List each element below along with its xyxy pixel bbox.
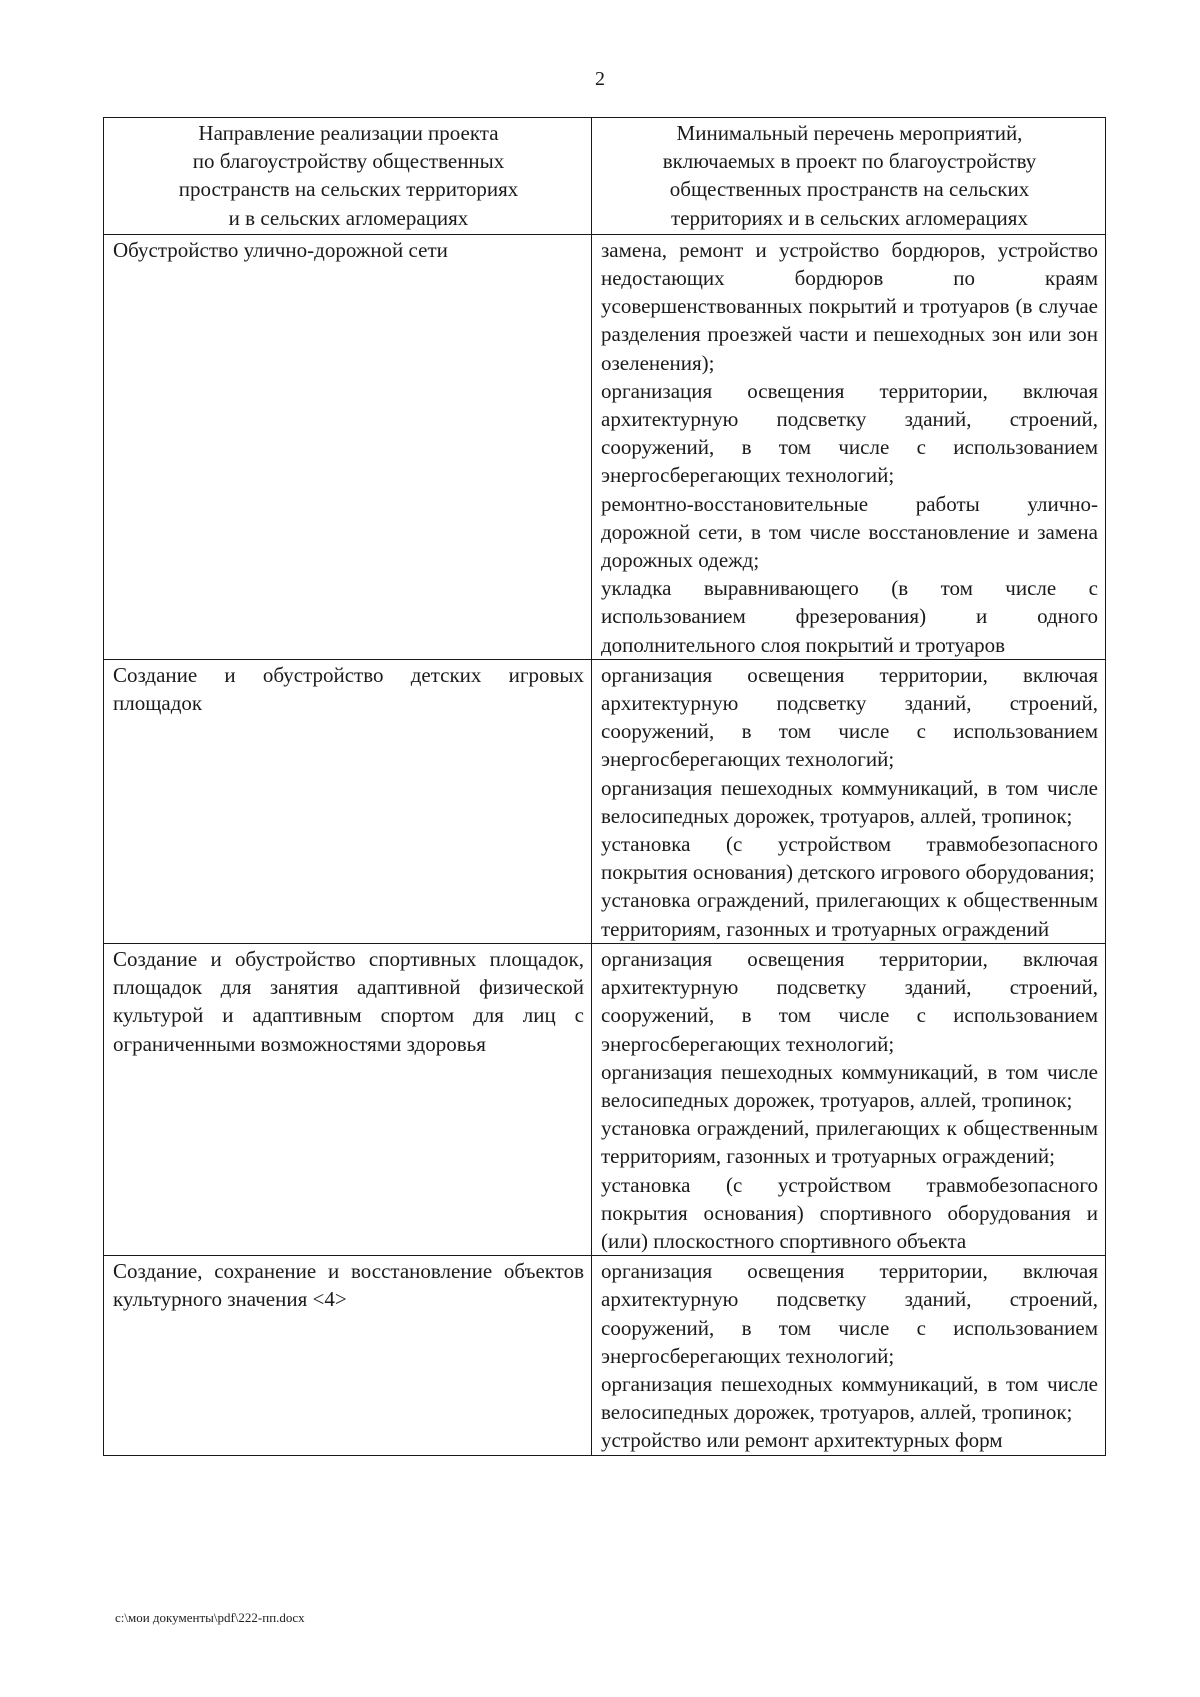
footer-file-path: c:\мои документы\pdf\222-пп.docx <box>115 1610 305 1625</box>
measure-item: установка ограждений, прилегающих к общественным территориям, газонных и тротуарных ограждений <box>601 888 1098 941</box>
measure-item: ремонтно-восстановительные работы улично-дорожной сети, в том числе восстановление и замена дорожных одежд; <box>601 491 1098 573</box>
header-line: Направление реализации проекта <box>198 121 499 145</box>
table-header-row <box>104 118 1106 235</box>
header-measures <box>592 118 1106 235</box>
measures-cell <box>592 943 1106 1255</box>
table-row <box>104 659 1106 943</box>
measure-item: организация освещения территории, включая архитектурную подсветку зданий, строений, сооружений, в том числе с использованием энергосберегающих технологий; <box>601 662 1098 772</box>
measure-item: укладка выравнивающего (в том числе с использованием фрезерования) и одного дополнительного слоя покрытий и тротуаров <box>601 576 1098 657</box>
measure-item: замена, ремонт и устройство бордюров, устройство недостающих бордюров по краям усовершенствованных покрытий и тротуаров (в случае разделения проезжей части и пешеходных зон или зон озеленения); <box>601 237 1098 375</box>
header-line: по благоустройству общественных <box>192 149 505 174</box>
page-number: 2 <box>595 68 605 90</box>
header-line: включаемых в проект по благоустройству <box>662 149 1037 174</box>
header-direction <box>104 118 592 235</box>
measure-item: устройство или ремонт архитектурных форм <box>601 1428 1003 1453</box>
measure-item: организация освещения территории, включая архитектурную подсветку зданий, строений, сооружений, в том числе с использованием энергосберегающих технологий; <box>601 378 1098 488</box>
measures-cell <box>592 234 1106 659</box>
header-line: территориях и в сельских агломерациях <box>671 205 1028 230</box>
measure-item: установка ограждений, прилегающих к общественным территориям, газонных и тротуарных ограждений; <box>601 1116 1098 1169</box>
measure-item: организация освещения территории, включая архитектурную подсветку зданий, строений, сооружений, в том числе с использованием энергосберегающих технологий; <box>601 946 1098 1056</box>
table-row <box>104 943 1106 1255</box>
direction-cell: Создание и обустройство спортивных площадок, площадок для занятия адаптивной физической культурой и адаптивным спортом для лиц с ограниченными возможностями здоровья <box>104 943 592 1255</box>
measures-table <box>103 117 1106 1456</box>
measures-cell <box>592 1256 1106 1455</box>
table-row <box>104 234 1106 659</box>
header-line: общественных пространств на сельских <box>669 177 1030 202</box>
direction-cell: Создание и обустройство детских игровых площадок <box>104 659 592 943</box>
table-row <box>104 1256 1106 1455</box>
measure-item: установка (с устройством травмобезопасного покрытия основания) детского игрового оборудования; <box>601 832 1098 885</box>
direction-cell: Обустройство улично-дорожной сети <box>104 234 592 659</box>
header-line: и в сельских агломерациях <box>228 205 469 230</box>
header-line: Минимальный перечень мероприятий, <box>676 121 1023 145</box>
header-line: пространств на сельских территориях <box>178 177 519 202</box>
measure-item: организация пешеходных коммуникаций, в том числе велосипедных дорожек, тротуаров, аллей, тропинок; <box>601 1371 1098 1425</box>
measure-item: организация освещения территории, включая архитектурную подсветку зданий, строений, сооружений, в том числе с использованием энергосберегающих технологий; <box>601 1259 1098 1368</box>
measure-item: организация пешеходных коммуникаций, в том числе велосипедных дорожек, тротуаров, аллей, тропинок; <box>601 1059 1098 1112</box>
measures-cell <box>592 659 1106 943</box>
direction-cell: Создание, сохранение и восстановление объектов культурного значения <4> <box>104 1256 592 1455</box>
measure-item: установка (с устройством травмобезопасного покрытия основания) спортивного оборудования и (или) плоскостного спортивного объекта <box>601 1172 1098 1253</box>
measure-item: организация пешеходных коммуникаций, в том числе велосипедных дорожек, тротуаров, аллей, тропинок; <box>601 775 1098 828</box>
